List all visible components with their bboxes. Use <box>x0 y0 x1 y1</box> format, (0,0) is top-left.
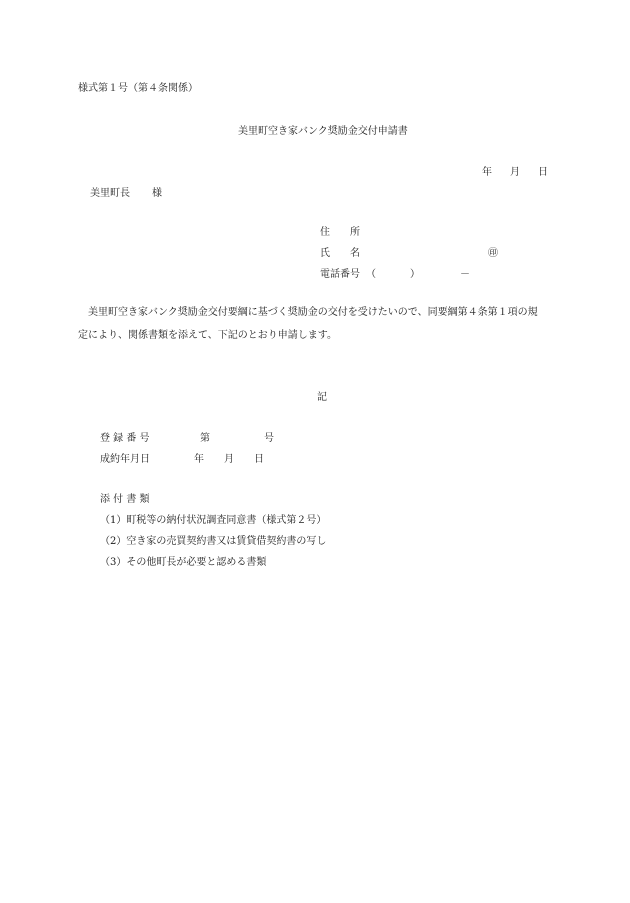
phone-dash: － <box>460 269 470 280</box>
registration-suffix: 号 <box>264 433 274 444</box>
name-label-part1: 氏 <box>320 248 330 259</box>
registration-label: 登 録 番 号 <box>100 433 150 444</box>
body-line-2: 定により、関係書類を添えて、下記のとおり申請します。 <box>78 330 337 341</box>
date-line <box>482 166 548 180</box>
phone-label: 電話番号 <box>320 269 360 280</box>
date-day: 日 <box>538 167 548 178</box>
addressee-name: 美里町長 <box>90 188 130 199</box>
address-label-part2: 所 <box>350 227 360 238</box>
registration-prefix: 第 <box>200 433 210 444</box>
contract-month: 月 <box>224 454 234 465</box>
attachment-item: （1）町税等の納付状況調査同意書（様式第２号） <box>100 515 327 526</box>
attachment-item: （2）空き家の売買契約書又は賃貸借契約書の写し <box>100 536 327 547</box>
body-line-1: 美里町空き家バンク奨励金交付要綱に基づく奨励金の交付を受けたいので、同要綱第４条第１項の規 <box>78 307 538 318</box>
addressee <box>90 187 162 201</box>
address-label-part1: 住 <box>320 227 330 238</box>
seal-mark: ㊞ <box>488 248 498 259</box>
contract-day: 日 <box>254 454 264 465</box>
contract-date-label: 成約年月日 <box>100 454 150 465</box>
page-title: 美里町空き家バンク奨励金交付申請書 <box>238 126 408 137</box>
applicant-phone-line <box>320 268 470 282</box>
phone-close-paren: ） <box>410 269 420 280</box>
applicant-address-label <box>320 226 360 240</box>
phone-open-paren: （ <box>366 269 376 280</box>
contract-year: 年 <box>194 454 204 465</box>
attachments-heading: 添 付 書 類 <box>100 494 150 505</box>
form-number: 様式第１号（第４条関係） <box>78 83 198 94</box>
ki-heading: 記 <box>317 392 327 403</box>
date-month: 月 <box>510 167 520 178</box>
applicant-name-label <box>320 247 360 261</box>
name-label-part2: 名 <box>350 248 360 259</box>
contract-date-fields <box>194 453 264 467</box>
attachment-item: （3）その他町長が必要と認める書類 <box>100 557 267 568</box>
date-year: 年 <box>482 167 492 178</box>
addressee-honorific: 様 <box>152 188 162 199</box>
